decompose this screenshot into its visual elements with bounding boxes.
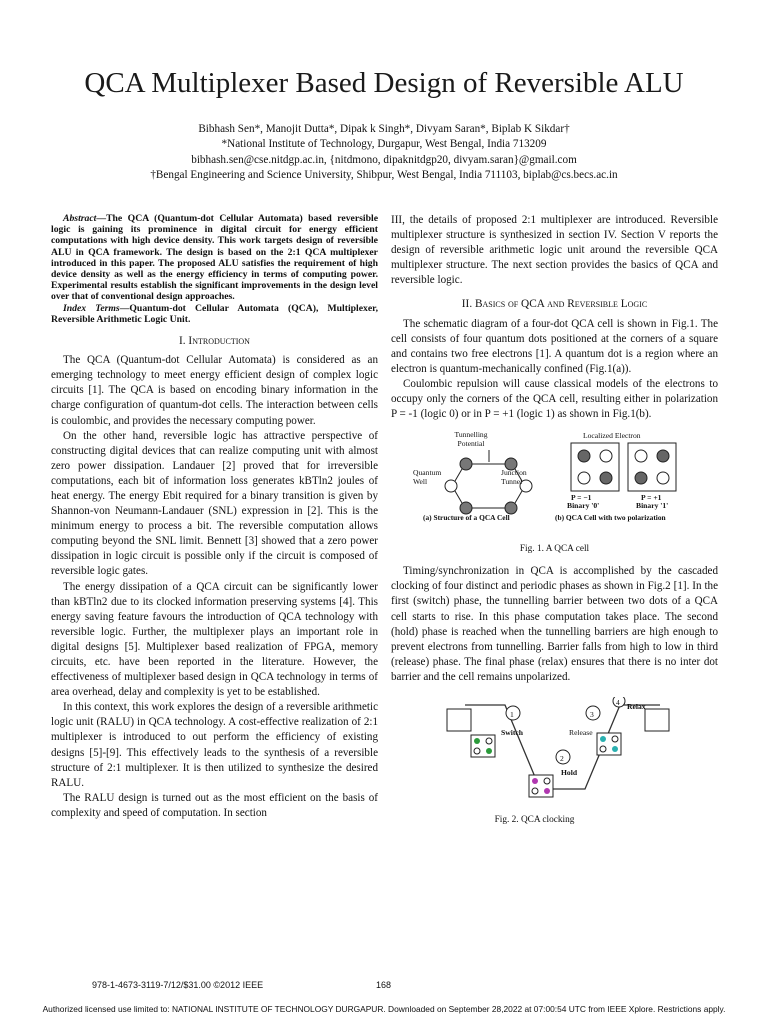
author-names: Bibhash Sen*, Manojit Dutta*, Dipak k Singh*, Divyam Saran*, Biplab K Sikdar† bbox=[198, 123, 570, 135]
tunnel-line bbox=[455, 469, 462, 481]
index-terms-label: Index Terms bbox=[63, 302, 120, 314]
label-binary-0: Binary '0' bbox=[567, 501, 600, 511]
label-binary-1: Binary '1' bbox=[636, 501, 669, 511]
dot-empty bbox=[544, 778, 550, 784]
electron-dot bbox=[635, 472, 647, 484]
intro-paragraph-1: The QCA (Quantum-dot Cellular Automata) is considered as an emerging technology to meet energy efficient design of complex logic circuits [1]. The QCA is based on encoding binary information in the charge configuration of quantum-dot cells. The interaction between cells is coulombic, and provides the necessary computing power. bbox=[51, 354, 378, 427]
label-junction-tunnel: Junction Tunnel bbox=[501, 468, 527, 487]
basics-paragraph-2: Coulombic repulsion will cause classical models of the electrons to occupy only the corners of the QCA cell, resulting either in polarization P = -1 (logic 0) or in P = +1 (logic 1) as shown in Fig.1(b). bbox=[391, 377, 718, 421]
label-release: Release bbox=[569, 727, 593, 737]
tunnel-line bbox=[455, 491, 462, 503]
right-column bbox=[391, 213, 718, 835]
affiliation-1: *National Institute of Technology, Durgapur, West Bengal, India 713209 bbox=[221, 138, 547, 151]
hold-cell bbox=[529, 775, 553, 797]
dot-magenta bbox=[544, 788, 550, 794]
dot-green bbox=[486, 748, 492, 754]
phase-number-2: 2 bbox=[560, 753, 564, 763]
abstract-text: —The QCA (Quantum-dot Cellular Automata) based reversible logic is gaining its prominence in digital circuit for energy efficient computations with high device density. This work targets design of reversible ALU in QCA framework. The design is based on the 2:1 QCA multiplexer introduced in this paper. The proposed ALU satisfies the requirement of high device density as well as the energy efficiency in terms of computing power. Experimental results establish the significant improvements in the design level over that of conventional design approaches. bbox=[51, 213, 378, 303]
figure-2 bbox=[391, 697, 718, 835]
label-p-minus: P = −1 bbox=[571, 493, 592, 503]
footer-license-note: Authorized licensed use limited to: NATIONAL INSTITUTE OF TECHNOLOGY DURGAPUR. Downloaded on September 28,2022 at 07:00:54 UTC from IEEE Xplore. Restrictions apply. bbox=[42, 1004, 726, 1014]
dot-cyan bbox=[612, 746, 618, 752]
author-block bbox=[0, 122, 768, 184]
index-terms-text: —Quantum-dot Cellular Automata (QCA), Multiplexer, Reversible Arithmetic Logic Unit. bbox=[51, 302, 378, 325]
dot-empty bbox=[532, 788, 538, 794]
dot-empty bbox=[600, 746, 606, 752]
empty-dot bbox=[600, 450, 612, 462]
clocking-paragraph: Timing/synchronization in QCA is accomplished by the cascaded clocking of four distinct and periodic phases as shown in Fig.2 [1]. In the first (switch) phase, the tunnelling barrier between two dots of a QCA cell starts to rise. In this phase computation takes place. The second (hold) phase is reached when the tunnelling barriers are high enough to prevent electrons from tunnelling. Barrier falls from high to low in third (release) phase. The final phase (relax) ensures that there is no inter dot barrier and the cell remains unpolarized. bbox=[391, 565, 718, 683]
empty-dot bbox=[578, 472, 590, 484]
intro-paragraph-4: In this context, this work explores the design of a reversible arithmetic logic unit (RALU) in QCA technology. A cost-effective realization of 2:1 multiplexer is introduced to out perform the efficiency of existing designs [5]-[9]. This effectively leads to the synthesis of a reversible structure of 2:1 multiplexer. It is then utilized to synthesize the desired RALU. bbox=[51, 701, 378, 789]
label-p-plus: P = +1 bbox=[641, 493, 662, 503]
dot-empty bbox=[612, 736, 618, 742]
intro-heading: I. Introduction bbox=[179, 335, 250, 348]
paper-title: QCA Multiplexer Based Design of Reversible ALU bbox=[84, 67, 684, 99]
right-paragraph-1: III, the details of proposed 2:1 multiplexer are introduced. Reversible multiplexer structure is synthesized in section IV. Section V reports the design of reversible arithmetic logic unit around the reversible QCA multiplexer structure. The next section provides the basics of QCA and reversible logic. bbox=[391, 214, 718, 287]
label-switch: Switch bbox=[501, 727, 523, 737]
index-terms bbox=[51, 303, 378, 325]
quantum-dot bbox=[460, 458, 472, 470]
footer-isbn: 978-1-4673-3119-7/12/$31.00 ©2012 IEEE bbox=[92, 980, 264, 990]
label-relax: Relax bbox=[627, 701, 646, 711]
abstract-label: Abstract bbox=[63, 213, 97, 224]
basics-paragraph-1: The schematic diagram of a four-dot QCA cell is shown in Fig.1. The cell consists of four quantum dots positioned at the corners of a square and contains two free electrons [1]. A quantum dot is a region where an electron is quantum-mechanically confined (Fig.1(a)). bbox=[391, 317, 718, 375]
relax-cell-right bbox=[645, 709, 669, 731]
label-localized-electron: Localized Electron bbox=[583, 431, 641, 441]
fig1-subcaption-b: (b) QCA Cell with two polarization bbox=[555, 513, 666, 523]
phase-number-3: 3 bbox=[590, 709, 594, 719]
relax-cell bbox=[447, 709, 471, 731]
fig1-subcaption-a: (a) Structure of a QCA Cell bbox=[423, 513, 510, 523]
intro-paragraph-2: On the other hand, reversible logic has attractive perspective of constructing digital devices that can realize computing unit with almost zero power dissipation. Landauer [2] proved that for irreversible computations, each bit of information loss generates kBTln2 joules of heat energy. The energy Ebit required for a binary transition is given by Shannon-von Neumann-Landauer (SNL) expression in [2]. This is the minimum energy to process a bit. The reversible computation allows computing beyond the SNL limit. Bennett [3] showed that a zero power dissipation in logic circuit is possible only if the circuit is composed of reversible logic gates. bbox=[51, 429, 378, 578]
abstract bbox=[51, 213, 378, 303]
qca-cell-p-plus bbox=[628, 443, 676, 491]
author-emails: bibhash.sen@cse.nitdgp.ac.in, {nitdmono, dipaknitdgp20, divyam.saran}@gmail.com bbox=[191, 153, 577, 166]
dot-empty bbox=[486, 738, 492, 744]
switch-cell bbox=[471, 735, 495, 757]
phase-number-1: 1 bbox=[510, 709, 514, 719]
dot-empty bbox=[474, 748, 480, 754]
qca-cell-p-minus bbox=[571, 443, 619, 491]
dot-cyan bbox=[600, 736, 606, 742]
phase-number-4: 4 bbox=[616, 697, 620, 707]
label-hold: Hold bbox=[561, 767, 578, 777]
figure-1 bbox=[391, 428, 718, 554]
fig2-caption: Fig. 2. QCA clocking bbox=[494, 814, 575, 825]
intro-paragraph-3: The energy dissipation of a QCA circuit can be significantly lower than kBTln2 due to its clocked information preserving systems [4]. This energy saving feature favours the introduction of QCA technology with reversible logic. Further, the multiplexer plays an important role in digital designs [5]. Multiplexer based realization of FPGA, memory circuits, etc. have been reported in the literature. However, the effectiveness of multiplexer based design in QCA technology in terms of area overhead, delay and complexity is yet to be established. bbox=[51, 580, 378, 699]
left-column bbox=[51, 213, 378, 821]
label-tunnelling-potential: Tunnelling Potential bbox=[454, 430, 488, 449]
label-quantum-well: Quantum Well bbox=[413, 468, 442, 487]
tunnel-line bbox=[515, 491, 522, 503]
dot-green bbox=[474, 738, 480, 744]
empty-dot bbox=[657, 472, 669, 484]
electron-dot bbox=[578, 450, 590, 462]
electron-dot bbox=[600, 472, 612, 484]
electron-dot bbox=[657, 450, 669, 462]
empty-dot bbox=[635, 450, 647, 462]
basics-heading: II. Basics of QCA and Reversible Logic bbox=[461, 298, 648, 311]
dot-magenta bbox=[532, 778, 538, 784]
intro-paragraph-5: The RALU design is turned out as the most efficient on the basis of complexity and speed of computation. In section bbox=[51, 791, 378, 819]
fig1-caption: Fig. 1. A QCA cell bbox=[519, 544, 590, 555]
affiliation-2: †Bengal Engineering and Science University, Shibpur, West Bengal, India 711103, biplab@cs.becs.ac.in bbox=[150, 169, 618, 182]
footer-page-number: 168 bbox=[376, 980, 392, 990]
release-cell bbox=[597, 733, 621, 755]
